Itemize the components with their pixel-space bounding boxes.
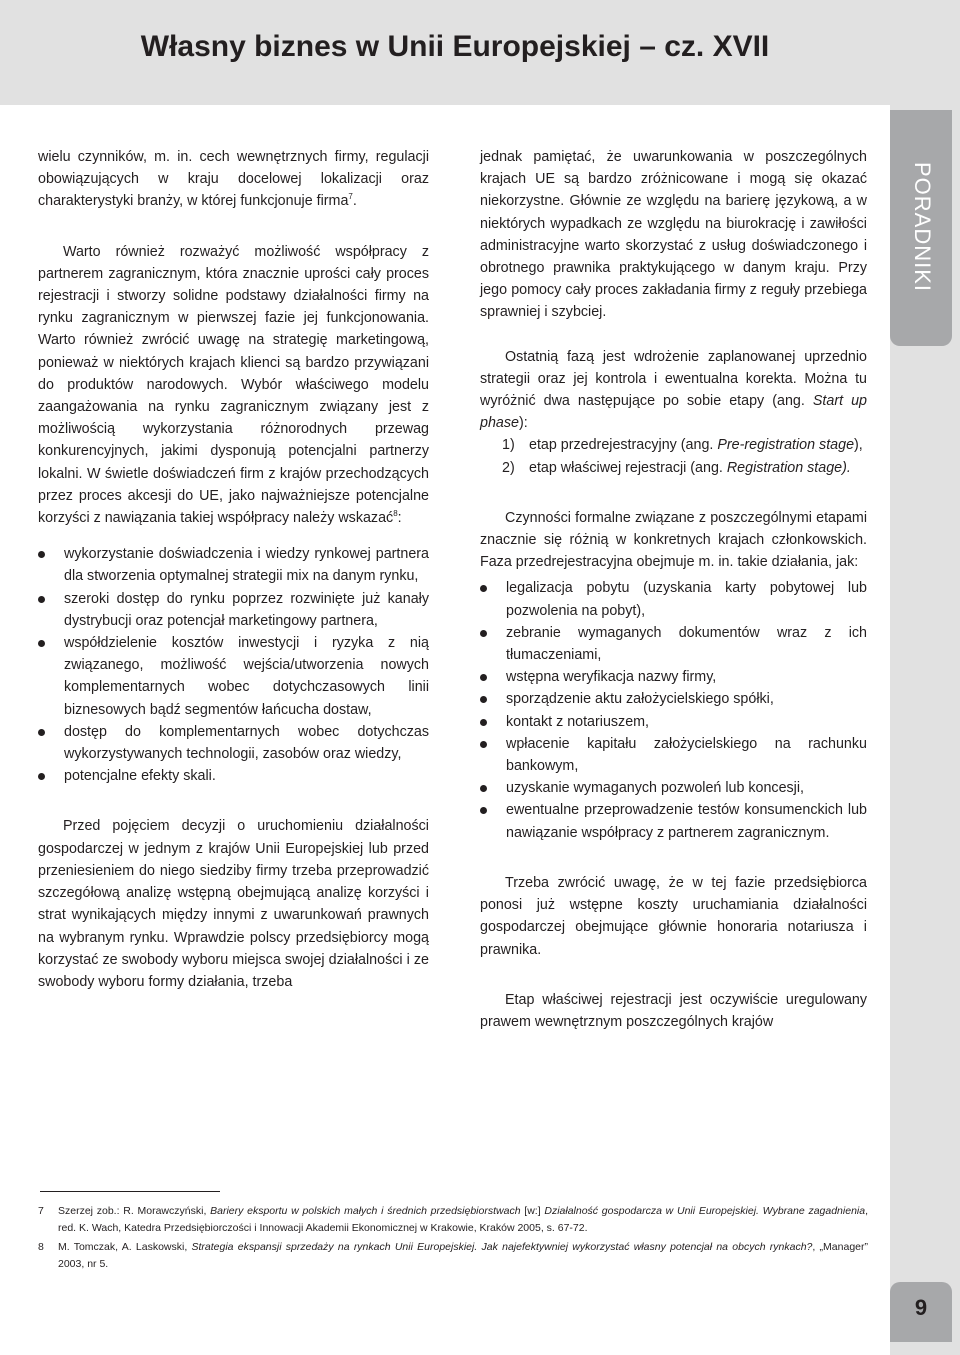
footnote-title: Strategia ekspansji sprzedaży na rynkach Unii Europejskiej. Jak najefektywniej wykorzystać własny potencjał na obcych rynkach? bbox=[191, 1241, 813, 1253]
list-item bbox=[480, 777, 867, 799]
list-item bbox=[38, 632, 429, 721]
stage-number: 2) bbox=[502, 459, 515, 476]
side-tab-label-wrap bbox=[895, 112, 950, 342]
bullet-dot-icon bbox=[480, 585, 487, 592]
left-paragraph-2 bbox=[38, 241, 429, 530]
list-item bbox=[480, 688, 867, 710]
right-bullet-list bbox=[480, 577, 867, 843]
list-item bbox=[38, 543, 429, 587]
footnote-text: , red. K. Wach, Katedra Przedsiębiorczości i Innowacji Akademii Ekonomicznej w Krakowie, Kraków 2005, s. 67-72. bbox=[58, 1205, 868, 1234]
left-paragraph-1 bbox=[38, 146, 429, 213]
bullet-dot-icon bbox=[38, 551, 45, 558]
list-item-text: wykorzystanie doświadczenia i wiedzy rynkowej partnera dla stworzenia optymalnej strategii mix na danym rynku, bbox=[64, 546, 429, 585]
bullet-dot-icon bbox=[38, 596, 45, 603]
footnotes bbox=[38, 1203, 868, 1275]
left-paragraph-3: Przed pojęciem decyzji o uruchomieniu działalności gospodarczej w jednym z krajów Unii Europejskiej lub przed przeniesieniem do niego siedziby firmy trzeba przeprowadzić szczegółową analizę wstępną obejmującą analizę korzyści i strat wynikających między innymi z uwarunkowań prawnych na wybranym rynku. Wprawdzie polscy przedsiębiorcy mogą korzystać ze swobody wyboru miejsca swojej działalności i ze swobody wyboru formy działania, trzeba bbox=[38, 818, 429, 990]
stage-end: ), bbox=[854, 437, 863, 454]
stage-text: etap właściwej rejestracji (ang. bbox=[529, 459, 727, 476]
right-paragraph-2 bbox=[480, 346, 867, 435]
right-paragraph-5: Etap właściwej rejestracji jest oczywiście uregulowany prawem wewnętrznym poszczególnych krajów bbox=[480, 991, 867, 1030]
list-item-text: dostęp do komplementarnych wobec dotychczas wykorzystywanych technologii, zasobów oraz wiedzy, bbox=[64, 723, 429, 763]
right-paragraph-4: Trzeba zwrócić uwagę, że w tej fazie przedsiębiorca ponosi już wstępne koszty uruchamiania działalności gospodarczej obejmujące głównie honoraria notariusza i prawnika. bbox=[480, 874, 867, 958]
footnote-ref-7: 7 bbox=[348, 192, 353, 202]
footnote-number: 8 bbox=[38, 1241, 44, 1253]
bullet-dot-icon bbox=[38, 773, 45, 780]
footnote-text: Szerzej zob.: R. Morawczyński, bbox=[58, 1205, 211, 1217]
left-bullet-list bbox=[38, 543, 429, 787]
right-paragraph-1: jednak pamiętać, że uwarunkowania w poszczególnych krajach UE są bardzo zróżnicowane i mogą się okazać niekorzystne. Głównie ze względu na barierę językową, a w niektórych wypadkach ze względu na biurokrację i zawiłości administracyjne warto skorzystać z usług doświadczonego i obrotnego prawnika praktykującego w danym kraju. Przy jego pomocy cały proces zakładania firmy z reguły przebiega sprawniej i szybciej. bbox=[480, 149, 867, 321]
left-p2-text: Warto również rozważyć możliwość współpracy z partnerem zagranicznym, która znacznie uprości cały proces rejestracji i stworzy solidne podstawy działalności firmy na rynku zagranicznym w pierwszej fazie jej funkcjonowania. Warto również zwrócić uwagę na strategię marketingową, ponieważ w niektórych krajach klienci są bardzo przywiązani do produktów narodowych. Wybór właściwego modelu zaangażowania na rynku zagranicznym związany jest z możliwością wykorzystania różnorodnych przewag konkurencyjnych, jakimi dysponują potencjalni partnerzy lokalni. W świetle doświadczeń firm z krajów przechodzących przez proces akcesji do UE, jako najważniejsze potencjalne korzyści z nawiązania takiej współpracy należy wskazać bbox=[38, 243, 429, 527]
list-item bbox=[480, 799, 867, 843]
footnote-title: Działalność gospodarcza w Unii Europejskiej. Wybrane zagadnienia bbox=[544, 1205, 866, 1217]
list-item-text: legalizacja pobytu (uzyskania karty pobytowej lub pozwolenia na pobyt), bbox=[506, 580, 867, 619]
stage-text: etap przedrejestracyjny (ang. bbox=[529, 437, 718, 454]
bullet-dot-icon bbox=[38, 640, 45, 647]
bullet-dot-icon bbox=[480, 807, 487, 814]
list-item-text: wstępna weryfikacja nazwy firmy, bbox=[506, 669, 717, 686]
right-p2-text: Ostatnią fazą jest wdrożenie zaplanowanej uprzednio strategii oraz jej kontrola i ewentualna korekta. Można tu wyróżnić dwa następujące po sobie etapy (ang. bbox=[480, 348, 867, 410]
right-p2-end: ): bbox=[518, 415, 528, 432]
list-item-text: kontakt z notariuszem, bbox=[506, 713, 650, 730]
right-column bbox=[480, 146, 867, 1033]
footnote-text: , „Manager” 2003, nr 5. bbox=[58, 1241, 868, 1270]
bullet-dot-icon bbox=[480, 785, 487, 792]
footnote-text: [w:] bbox=[520, 1205, 545, 1217]
bullet-dot-icon bbox=[38, 729, 45, 736]
stage-italic: Registration stage). bbox=[726, 459, 851, 476]
site-url: msp.krakow.pl bbox=[788, 1307, 890, 1324]
stage-item bbox=[502, 434, 867, 456]
footnote-7 bbox=[38, 1203, 868, 1237]
left-p1-text: wielu czynników, m. in. cech wewnętrznych firmy, regulacji obowiązujących w kraju docelowej lokalizacji oraz charakterystyki branży, w której funkcjonuje firma bbox=[38, 149, 429, 210]
footnote-number: 7 bbox=[38, 1205, 44, 1217]
list-item bbox=[38, 765, 429, 787]
footnote-title: Bariery eksportu w polskich małych i średnich przedsiębiorstwach bbox=[210, 1205, 521, 1217]
list-item bbox=[38, 721, 429, 765]
page-title: Własny biznes w Unii Europejskiej – cz. XVII bbox=[140, 30, 770, 63]
list-item bbox=[480, 577, 867, 621]
footnote-8 bbox=[38, 1239, 868, 1273]
list-item-text: współdzielenie kosztów inwestycji i ryzyka z nią związanego, możliwość wejścia/utworzenia nowych komplementarnych wobec dotychczasowych linii biznesowych bądź segmentów łańcucha dostaw, bbox=[64, 635, 429, 718]
list-item-text: ewentualne przeprowadzenie testów konsumenckich lub nawiązanie współpracy z partnerem zagranicznym. bbox=[506, 802, 867, 841]
footnote-ref-8: 8 bbox=[393, 509, 398, 519]
list-item-text: sporządzenie aktu założycielskiego spółki, bbox=[506, 691, 774, 708]
list-item-text: wpłacenie kapitału założycielskiego na rachunku bankowym, bbox=[506, 735, 867, 775]
bullet-dot-icon bbox=[480, 630, 487, 637]
footnote-divider bbox=[40, 1191, 220, 1192]
side-tab-label: PORADNIKI bbox=[910, 161, 936, 293]
bullet-dot-icon bbox=[480, 719, 487, 726]
page-number: 9 bbox=[914, 1295, 928, 1320]
list-item-text: potencjalne efekty skali. bbox=[64, 768, 216, 785]
footnote-text: M. Tomczak, A. Laskowski, bbox=[58, 1241, 192, 1253]
list-item bbox=[480, 711, 867, 733]
bullet-dot-icon bbox=[480, 696, 487, 703]
stage-italic: Pre-registration stage bbox=[717, 437, 855, 454]
right-paragraph-3: Czynności formalne związane z poszczególnymi etapami znacznie się różnią w konkretnych krajach członkowskich. Faza przedrejestracyjna obejmuje m. in. takie działania, jak: bbox=[480, 509, 867, 571]
list-item-text: uzyskanie wymaganych pozwoleń lub koncesji, bbox=[506, 780, 805, 797]
bullet-dot-icon bbox=[480, 741, 487, 748]
stage-list bbox=[480, 434, 867, 478]
list-item bbox=[480, 622, 867, 666]
list-item bbox=[480, 666, 867, 688]
stage-number: 1) bbox=[502, 437, 515, 454]
list-item-text: szeroki dostęp do rynku poprzez rozwinięte już kanały dystrybucji oraz potencjał marketingowy partnera, bbox=[64, 590, 429, 629]
right-p2-italic: Start up phase bbox=[480, 393, 867, 432]
stage-item bbox=[502, 457, 867, 479]
left-column bbox=[38, 146, 429, 993]
list-item-text: zebranie wymaganych dokumentów wraz z ich tłumaczeniami, bbox=[506, 624, 867, 664]
list-item bbox=[38, 588, 429, 632]
left-p2-end: : bbox=[397, 510, 402, 527]
bullet-dot-icon bbox=[480, 674, 487, 681]
list-item bbox=[480, 733, 867, 777]
left-p1-end: . bbox=[352, 193, 357, 210]
